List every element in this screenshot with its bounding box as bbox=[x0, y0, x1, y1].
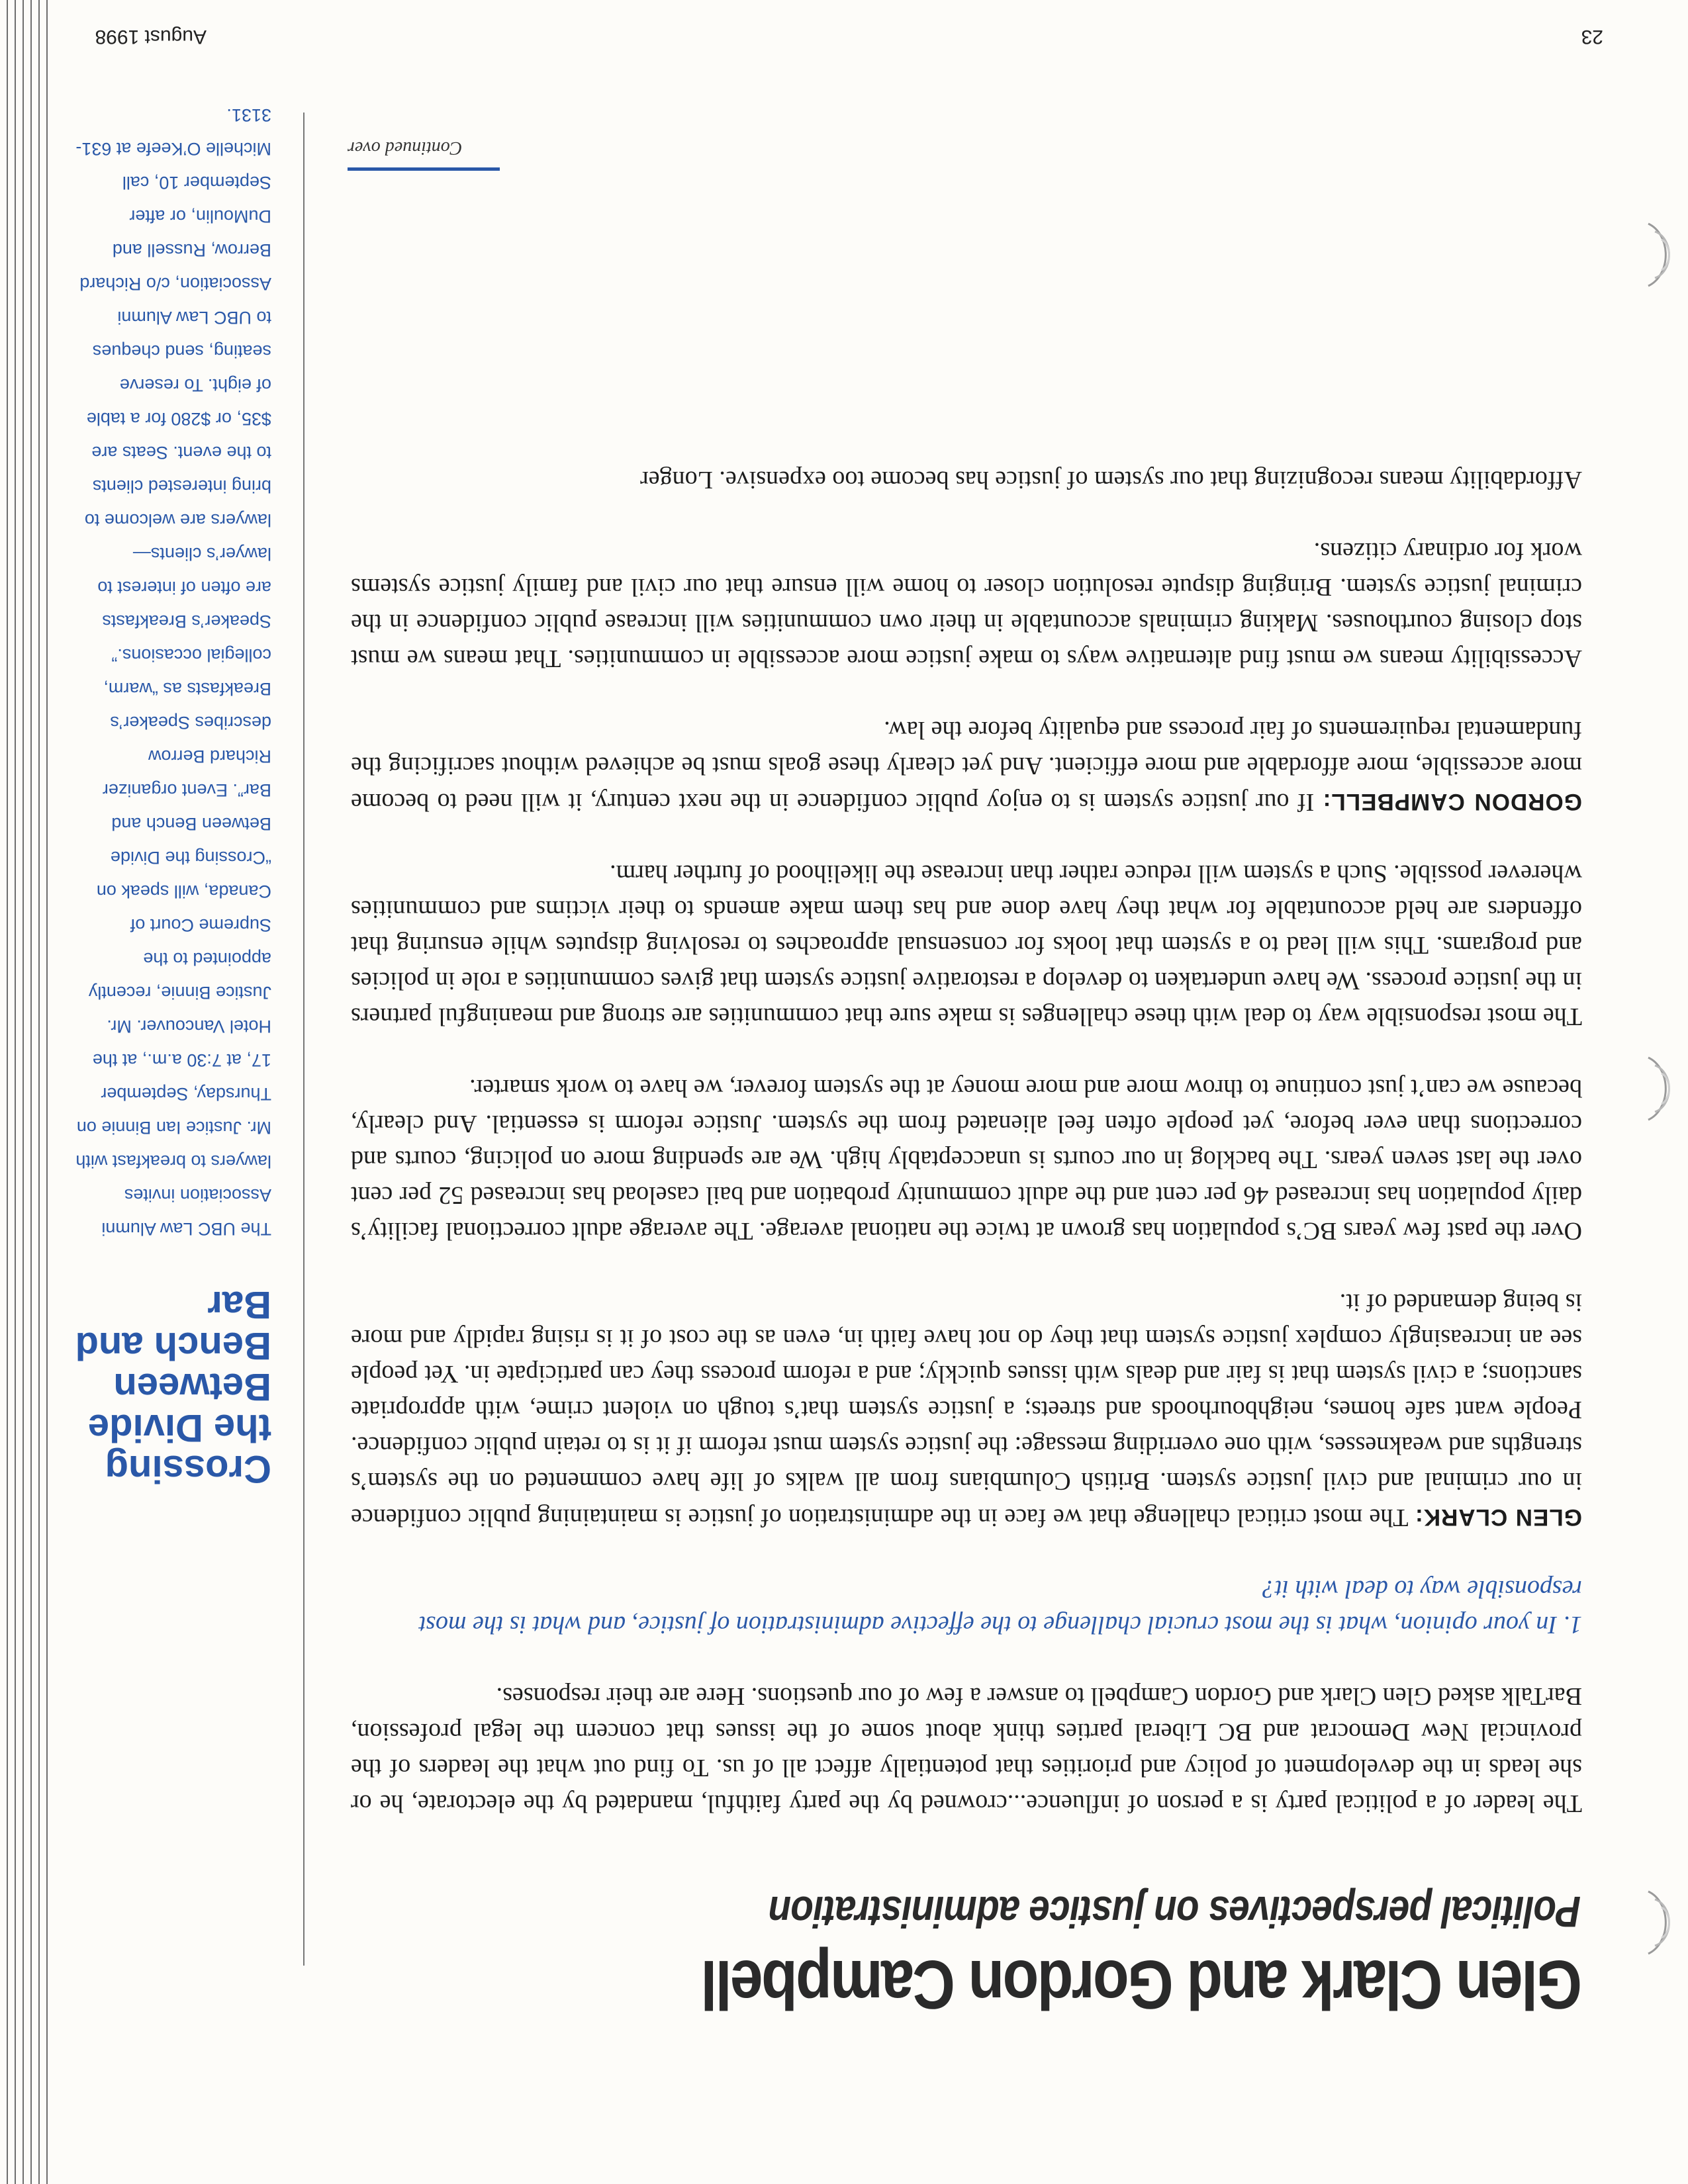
binder-hole-icon bbox=[1639, 218, 1675, 291]
paragraph-text: If our justice system is to enjoy public confidence in the next century, it will need to become more accessible, more affordable and more efficient. And yet clearly these goals must be achieved without sacrificing the fundamental requirements of fair process and equality before the law. bbox=[350, 716, 1582, 816]
binder-hole-icon bbox=[1639, 1886, 1675, 1959]
article-intro: The leader of a political party is a person of influence...crowned by the party faithful, mandated by the electorate, he or she leads in the development of policy and priorities that potentially affect all of us. To find out what the leaders of the provincial New Democrat and BC Liberal parties think about some of the issues that concern the legal profession, BarTalk asked Glen Clark and Gordon Campbell to answer a few of our questions. Here are their responses. bbox=[351, 1682, 1582, 1817]
continued-rule bbox=[348, 167, 500, 171]
clark-answer-paragraph bbox=[351, 1285, 1582, 1535]
sidebar-body: The UBC Law Alumni Association invites lawyers to breakfast with Mr. Justice Ian Binnie on Thursday, September 17, at 7:30 a.m., at the Hotel Vancouver. Mr. Justice Binnie, recently appointed to the Supreme Court of Canada, will speak on “Crossing the Divide Between Bench and Bar”. Event organizer Richard Berrow describes Speaker’s Breakfasts as “warm, collegial occasions.” Speaker’s Breakfasts are often of interest to lawyer’s clients—lawyers are welcome to bring interested clients to the event. Seats are $35, or $280 for a table of eight. To reserve seating, send cheques to UBC Law Alumni Association, c/o Richard Berrow, Russell and DuMoulin, or after September 10, call Michelle O’Keefe at 631-3131. bbox=[75, 105, 271, 1239]
page-number: 23 bbox=[1581, 26, 1603, 48]
question-1: 1. In your opinion, what is the most crucial challenge to the effective administration of justice, and what is the most responsible way to deal with it? bbox=[418, 1575, 1582, 1639]
page-edge-line bbox=[30, 0, 32, 2184]
article-headline: Glen Clark and Gordon Campbell bbox=[702, 1946, 1582, 2023]
speaker-label: GLEN CLARK: bbox=[1415, 1504, 1582, 1530]
speaker-label: GORDON CAMPBELL: bbox=[1322, 789, 1582, 815]
continued-label: Continued over bbox=[348, 138, 463, 158]
article-body bbox=[351, 426, 1582, 1821]
page-edge-line bbox=[46, 0, 48, 2184]
binder-hole-icon bbox=[1639, 1052, 1675, 1125]
page-edge-line bbox=[38, 0, 40, 2184]
campbell-answer-paragraph: Affordability means recognizing that our system of justice has become too expensive. Longer bbox=[640, 466, 1582, 494]
sidebar bbox=[73, 98, 271, 1489]
clark-answer-paragraph: The most responsible way to deal with these challenges is make sure that communities are strong and meaningful partners in the justice process. We have undertaken to develop a restorative justice system that gives communities a role in policies and programs. This will lead to a system that looks for consensual approaches to resolving disputes while ensuring that offenders are held accountable for what they have done and has them make amends to their victims and communities wherever possible. Such a system will reduce rather than increase the likelihood of further harm. bbox=[351, 860, 1582, 1030]
campbell-answer-paragraph bbox=[351, 712, 1582, 820]
campbell-answer-paragraph: Accessibility means we must find alternative ways to make justice more accessible in communities. That means we must stop closing courthouses. Making criminals accountable in their own communities will increase public confidence in the criminal justice system. Bringing dispute resolution closer to home will ensure that our civil and family justice systems work for ordinary citizens. bbox=[351, 537, 1582, 672]
page-edge-line bbox=[15, 0, 16, 2184]
continued-over-marker bbox=[348, 137, 500, 171]
article-subheadline: Political perspectives on justice administration bbox=[769, 1888, 1581, 1936]
issue-date: August 1998 bbox=[95, 26, 207, 48]
sidebar-title: Crossing the Divide Between Bench and Bar bbox=[75, 1283, 271, 1490]
paragraph-text: The most critical challenge that we face in the administration of justice is maintaining public confidence in our criminal and civil justice system. British Columbians from all walks of life have commented on the system’s strengths and weaknesses, with one overriding message: the justice system must reform if it is to retain public confidence. People want safe homes, neighbourhoods and streets; a justice system that’s tough on violent crime, with appropriate sanctions; a civil system that is fair and deals with issues quickly; and a reform process they can participate in. Yet people see an increasingly complex justice system that they do not have faith in, even as the cost of it is rising rapidly and more is being demanded of it. bbox=[351, 1289, 1582, 1531]
page-edge-line bbox=[7, 0, 8, 2184]
page-edge-line bbox=[23, 0, 24, 2184]
column-divider bbox=[303, 113, 305, 1966]
clark-answer-paragraph: Over the past few years BC’s population has grown at twice the national average. The average adult correctional facility’s daily population has increased 46 per cent and the adult community probation and bail caseload has increased 52 per cent over the last seven years. The backlog in our courts is unacceptably high. We are spending more on policing, courts and corrections than ever before, yet people often feel alienated from the system. Justice reform is essential. And clearly, because we can’t just continue to throw more and more money at the system forever, we have to work smarter. bbox=[351, 1074, 1582, 1245]
